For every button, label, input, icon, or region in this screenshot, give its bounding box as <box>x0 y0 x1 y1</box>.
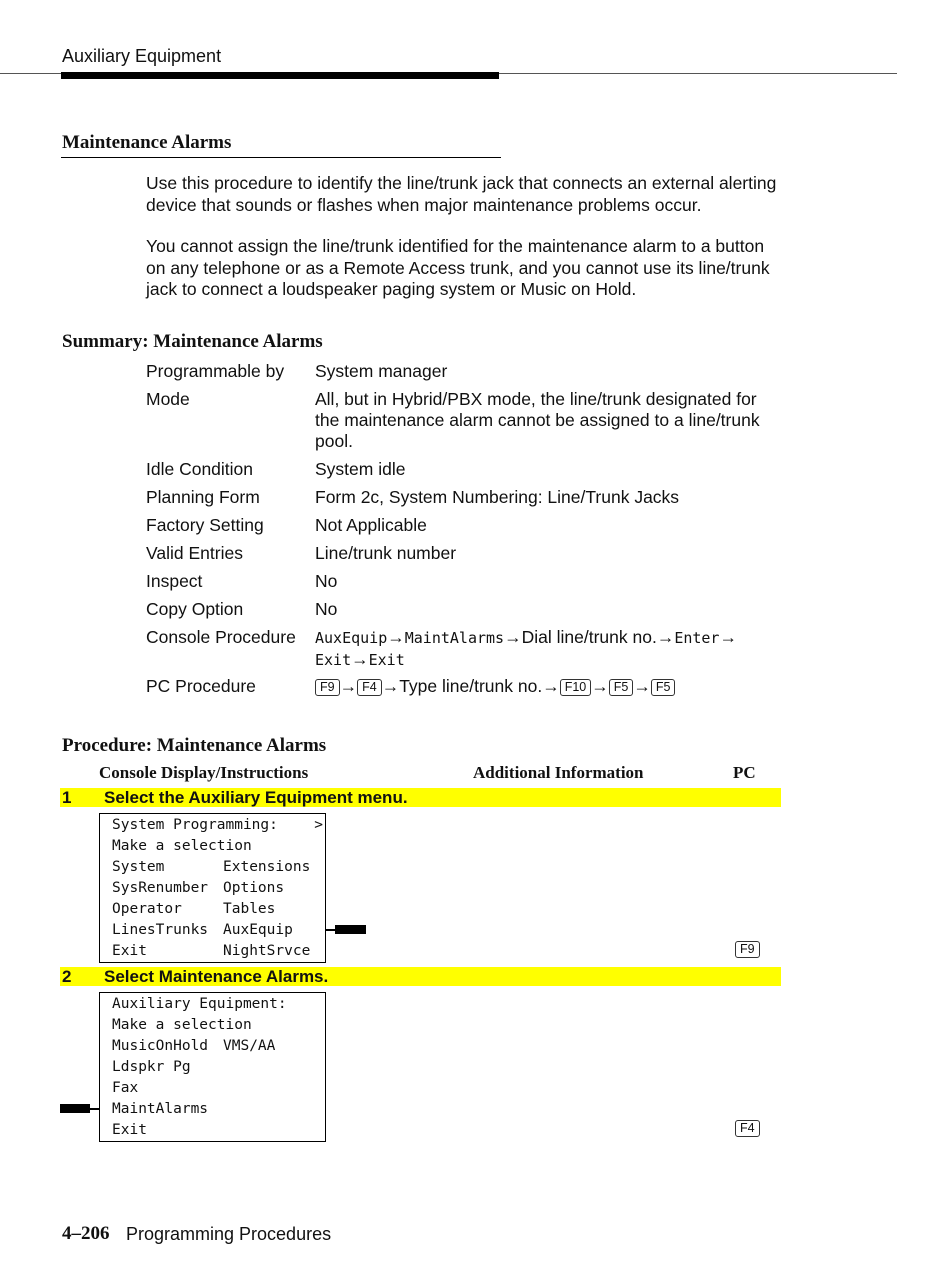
screen-more-indicator: > <box>314 817 323 833</box>
arrow-icon: → <box>656 627 675 647</box>
key-f4: F4 <box>357 679 382 696</box>
screen-title: Auxiliary Equipment: <box>112 996 287 1012</box>
summary-label-programmable-by: Programmable by <box>146 361 285 381</box>
console-step-maintalarms: MaintAlarms <box>404 629 505 647</box>
screen-option[interactable]: Exit <box>112 1122 147 1138</box>
console-step-enter: Enter <box>674 629 720 647</box>
step-number: 1 <box>62 788 72 807</box>
summary-label-copy-option: Copy Option <box>146 599 244 619</box>
summary-label-mode: Mode <box>146 389 190 409</box>
intro-paragraph-2: You cannot assign the line/trunk identified for the maintenance alarm to a button on any telephone or as a Remote Access trunk, and you cannot use its line/trunk jack to connect a loudspeaker paging system or Music on Hold. <box>146 236 770 299</box>
summary-value-copy-option: No <box>315 599 338 619</box>
intro-paragraph-1: Use this procedure to identify the line/trunk jack that connects an external alerting device that sounds or flashes when major maintenance problems occur. <box>146 173 777 215</box>
console-procedure-line-1 <box>315 627 785 649</box>
screen-option-maintalarms[interactable]: MaintAlarms <box>112 1101 209 1117</box>
summary-label-pc-procedure: PC Procedure <box>146 676 256 696</box>
pc-key-f9: F9 <box>735 941 760 958</box>
screen-row <box>112 1057 325 1078</box>
screen-prompt: Make a selection <box>112 1017 252 1033</box>
summary-label-valid-entries: Valid Entries <box>146 543 243 563</box>
pc-step-type: Type line/trunk no. <box>399 676 543 696</box>
step-1-bar <box>60 788 781 807</box>
step-instruction: Select Maintenance Alarms. <box>104 967 329 986</box>
screen-option[interactable]: NightSrvce <box>223 943 311 959</box>
screen-title: System Programming: <box>112 817 278 833</box>
key-f10: F10 <box>560 679 592 696</box>
arrow-icon: → <box>381 676 400 696</box>
screen-option[interactable]: Options <box>223 880 285 896</box>
screen-row <box>112 878 325 899</box>
summary-value-pc-procedure <box>315 676 785 697</box>
screen-row <box>112 1078 325 1099</box>
header-bar <box>61 72 499 79</box>
pointer-line <box>89 1108 99 1110</box>
screen-option[interactable]: Extensions <box>223 859 311 875</box>
console-step-exit-2: Exit <box>368 651 405 669</box>
selection-pointer-icon <box>60 1104 90 1113</box>
screen-title-row <box>112 815 325 836</box>
step-number: 2 <box>62 967 72 986</box>
summary-value-programmable-by: System manager <box>315 361 448 381</box>
summary-value-console-procedure <box>315 627 785 671</box>
column-header-pc: PC <box>733 763 756 782</box>
screen-option[interactable]: LinesTrunks <box>112 922 209 938</box>
screen-row <box>112 1120 325 1141</box>
console-procedure-line-2 <box>315 649 785 671</box>
step-instruction: Select the Auxiliary Equipment menu. <box>104 788 408 807</box>
summary-value-inspect: No <box>315 571 338 591</box>
page-number: 4–206 <box>62 1223 110 1244</box>
screen-option[interactable]: SysRenumber <box>112 880 209 896</box>
arrow-icon: → <box>387 627 405 647</box>
console-step-dial: Dial line/trunk no. <box>521 627 657 647</box>
screen-prompt: Make a selection <box>112 838 252 854</box>
summary-label-planning-form: Planning Form <box>146 487 260 507</box>
section-title: Maintenance Alarms <box>62 132 232 153</box>
screen-option[interactable]: VMS/AA <box>223 1038 276 1054</box>
summary-label-factory-setting: Factory Setting <box>146 515 264 535</box>
screen-row <box>112 857 325 878</box>
arrow-icon: → <box>542 676 560 696</box>
footer-chapter: Programming Procedures <box>126 1224 332 1244</box>
screen-option[interactable]: MusicOnHold <box>112 1038 209 1054</box>
console-step-exit: Exit <box>315 651 352 669</box>
screen-option[interactable]: Ldspkr Pg <box>112 1059 191 1075</box>
screen-option[interactable]: System <box>112 859 165 875</box>
screen-option-auxequip[interactable]: AuxEquip <box>223 922 293 938</box>
screen-option[interactable]: Operator <box>112 901 182 917</box>
procedure-title: Procedure: Maintenance Alarms <box>62 735 327 756</box>
arrow-icon: → <box>339 676 358 696</box>
summary-value-factory-setting: Not Applicable <box>315 515 427 535</box>
key-f9: F9 <box>315 679 340 696</box>
summary-label-idle-condition: Idle Condition <box>146 459 254 479</box>
screen-option[interactable]: Fax <box>112 1080 139 1096</box>
screen-row <box>112 1036 325 1057</box>
section-rule <box>61 157 501 158</box>
screen-row <box>112 899 325 920</box>
arrow-icon: → <box>504 627 522 647</box>
key-f5-2: F5 <box>651 679 676 696</box>
summary-label-inspect: Inspect <box>146 571 203 591</box>
screen-option[interactable]: Exit <box>112 943 147 959</box>
key-f5: F5 <box>609 679 634 696</box>
summary-value-idle-condition: System idle <box>315 459 406 479</box>
arrow-icon: → <box>591 676 609 696</box>
screen-row <box>112 920 325 941</box>
summary-value-mode: All, but in Hybrid/PBX mode, the line/trunk designated for the maintenance alarm cannot be assigned to a line/trunk pool. <box>315 389 760 451</box>
summary-title: Summary: Maintenance Alarms <box>62 331 323 352</box>
screen-row <box>112 941 325 962</box>
screen-row <box>112 1099 325 1120</box>
console-display-system-programming <box>99 813 326 963</box>
step-2-bar <box>60 967 781 986</box>
running-header: Auxiliary Equipment <box>62 46 222 66</box>
summary-label-console-procedure: Console Procedure <box>146 627 296 647</box>
pc-key-f4: F4 <box>735 1120 760 1137</box>
console-display-auxiliary-equipment <box>99 992 326 1142</box>
console-step-auxequip: AuxEquip <box>315 629 388 647</box>
summary-value-planning-form: Form 2c, System Numbering: Line/Trunk Jacks <box>315 487 680 507</box>
arrow-icon: → <box>719 627 737 647</box>
selection-pointer-icon <box>335 925 366 934</box>
summary-value-valid-entries: Line/trunk number <box>315 543 457 563</box>
column-header-console: Console Display/Instructions <box>99 763 309 782</box>
arrow-icon: → <box>351 649 369 669</box>
column-header-info: Additional Information <box>473 763 644 782</box>
screen-option[interactable]: Tables <box>223 901 276 917</box>
arrow-icon: → <box>633 676 651 696</box>
